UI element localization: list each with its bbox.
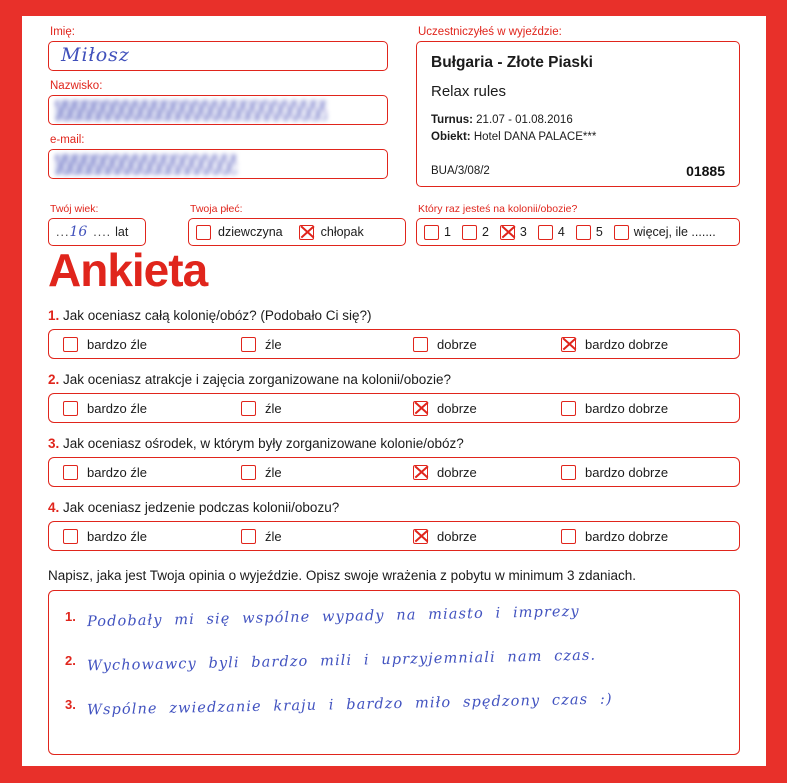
q3-answer-4-label: bardzo dobrze xyxy=(585,464,669,480)
question-4 xyxy=(48,500,740,551)
opinion-prompt: Napisz, jaka jest Twoja opinia o wyjeździe. Opisz swoje wrażenia z pobytu w minimum 3 zdaniach. xyxy=(48,568,637,583)
gender-option-girl-label: dziewczyna xyxy=(218,225,283,239)
checkbox-checked-icon[interactable] xyxy=(500,225,515,240)
q4-answer-1[interactable] xyxy=(49,529,227,544)
gender-option-girl[interactable] xyxy=(196,225,283,240)
checkbox-icon[interactable] xyxy=(63,337,78,352)
question-1-text xyxy=(48,308,740,323)
age-dots-right: .... xyxy=(93,225,112,239)
age-label: Twój wiek: xyxy=(50,203,99,215)
checkbox-checked-icon[interactable] xyxy=(413,401,428,416)
times-option-3[interactable] xyxy=(500,225,527,240)
q1-answer-3-label: dobrze xyxy=(437,336,477,352)
trip-program: Relax rules xyxy=(431,83,507,100)
questions-section xyxy=(48,308,740,564)
question-2-answers xyxy=(48,393,740,423)
question-3 xyxy=(48,436,740,487)
question-2 xyxy=(48,372,740,423)
first-name-field[interactable] xyxy=(48,41,388,71)
trip-turnus-value: 21.07 - 01.08.2016 xyxy=(476,114,573,126)
checkbox-icon[interactable] xyxy=(561,401,576,416)
question-1-answers xyxy=(48,329,740,359)
times-option-5-label: 5 xyxy=(595,225,603,239)
q1-answer-1-label: bardzo źle xyxy=(87,336,147,352)
trip-obiekt xyxy=(431,131,725,143)
question-3-text xyxy=(48,436,740,451)
checkbox-checked-icon[interactable] xyxy=(413,465,428,480)
form-serial-number: 01885 xyxy=(686,163,725,179)
q1-answer-3[interactable] xyxy=(399,337,547,352)
gender-group xyxy=(188,204,406,246)
q1-answer-4-label: bardzo dobrze xyxy=(585,336,669,352)
trip-details-box xyxy=(416,41,740,187)
opinion-line-1-number: 1. xyxy=(65,609,76,624)
personal-left-column xyxy=(48,26,388,179)
question-3-answers xyxy=(48,457,740,487)
opinion-line-3 xyxy=(65,691,725,719)
trip-label: Uczestniczyłeś w wyjeździe: xyxy=(418,26,562,38)
trip-destination: Bułgaria - Złote Piaski xyxy=(431,54,593,71)
times-option-3-label: 3 xyxy=(519,225,527,239)
q2-answer-1[interactable] xyxy=(49,401,227,416)
checkbox-checked-icon[interactable] xyxy=(561,337,576,352)
opinion-line-2 xyxy=(65,647,725,675)
checkbox-icon[interactable] xyxy=(241,337,256,352)
gender-option-boy-label: chłopak xyxy=(320,225,364,239)
gender-label: Twoja płeć: xyxy=(190,203,243,215)
email-label: e-mail: xyxy=(50,134,85,146)
times-option-more-label: więcej, ile ....... xyxy=(633,225,716,239)
times-option-4[interactable] xyxy=(538,225,565,240)
q1-answer-2[interactable] xyxy=(227,337,399,352)
first-name-value: Miłosz xyxy=(61,44,130,66)
trip-obiekt-label: Obiekt: xyxy=(431,131,471,143)
age-unit-label: lat xyxy=(115,225,129,239)
q3-answer-3-label: dobrze xyxy=(437,464,477,480)
q4-answer-2-label: źle xyxy=(265,528,282,544)
checkbox-icon[interactable] xyxy=(63,401,78,416)
q3-answer-3[interactable] xyxy=(399,465,547,480)
times-option-2-label: 2 xyxy=(481,225,489,239)
q4-answer-4[interactable] xyxy=(547,529,727,544)
email-redacted-value xyxy=(55,154,237,175)
checkbox-icon[interactable] xyxy=(561,529,576,544)
opinion-textarea[interactable] xyxy=(48,590,740,755)
checkbox-checked-icon[interactable] xyxy=(299,225,314,240)
checkbox-icon[interactable] xyxy=(63,465,78,480)
age-dots-left: ... xyxy=(56,225,70,239)
checkbox-checked-icon[interactable] xyxy=(413,529,428,544)
checkbox-icon[interactable] xyxy=(462,225,477,240)
times-option-5[interactable] xyxy=(576,225,603,240)
question-1-label: Jak oceniasz całą kolonię/obóz? (Podobało Ci się?) xyxy=(63,308,372,323)
checkbox-icon[interactable] xyxy=(424,225,439,240)
times-label: Który raz jesteś na kolonii/obozie? xyxy=(418,203,578,215)
q2-answer-1-label: bardzo źle xyxy=(87,400,147,416)
q3-answer-1[interactable] xyxy=(49,465,227,480)
q2-answer-2[interactable] xyxy=(227,401,399,416)
question-4-number: 4. xyxy=(48,500,60,515)
q4-answer-3[interactable] xyxy=(399,529,547,544)
checkbox-icon[interactable] xyxy=(413,337,428,352)
trip-code: BUA/3/08/2 xyxy=(431,165,490,177)
times-option-more[interactable] xyxy=(614,225,716,240)
question-2-label: Jak oceniasz atrakcje i zajęcia zorganizowane na kolonii/obozie? xyxy=(63,372,452,387)
q3-answer-4[interactable] xyxy=(547,465,727,480)
question-4-answers xyxy=(48,521,740,551)
question-3-label: Jak oceniasz ośrodek, w którym były zorganizowane kolonie/obóz? xyxy=(63,436,464,451)
checkbox-icon[interactable] xyxy=(196,225,211,240)
last-name-field[interactable] xyxy=(48,95,388,125)
opinion-line-2-number: 2. xyxy=(65,653,76,668)
trip-turnus-label: Turnus: xyxy=(431,114,473,126)
first-name-label: Imię: xyxy=(50,26,75,38)
question-1-number: 1. xyxy=(48,308,60,323)
q1-answer-4[interactable] xyxy=(547,337,727,352)
times-option-1[interactable] xyxy=(424,225,451,240)
trip-obiekt-value: Hotel DANA PALACE*** xyxy=(473,131,597,143)
q3-answer-2[interactable] xyxy=(227,465,399,480)
q4-answer-3-label: dobrze xyxy=(437,528,477,544)
times-options xyxy=(416,218,740,246)
page-title: Ankieta xyxy=(48,244,208,296)
gender-option-boy[interactable] xyxy=(299,225,364,240)
times-group xyxy=(416,204,740,246)
checkbox-icon[interactable] xyxy=(241,529,256,544)
times-option-1-label: 1 xyxy=(444,225,451,239)
times-option-2[interactable] xyxy=(462,225,489,240)
q4-answer-2[interactable] xyxy=(227,529,399,544)
q2-answer-4-label: bardzo dobrze xyxy=(585,400,669,416)
q3-answer-2-label: źle xyxy=(265,464,282,480)
personal-details-section xyxy=(48,26,740,241)
opinion-line-1 xyxy=(65,603,725,631)
last-name-label: Nazwisko: xyxy=(50,80,103,92)
question-2-text xyxy=(48,372,740,387)
age-field[interactable] xyxy=(48,218,146,246)
opinion-line-2-text: Wychowawcy byli bardzo mili i uprzyjemniali nam czas. xyxy=(87,647,597,675)
last-name-redacted-value xyxy=(55,100,327,121)
survey-sheet xyxy=(22,16,766,766)
age-value: 16 xyxy=(69,224,88,240)
opinion-line-3-text: Wspólne zwiedzanie kraju i bardzo miło spędzony czas :) xyxy=(87,691,614,719)
q2-answer-3[interactable] xyxy=(399,401,547,416)
checkbox-icon[interactable] xyxy=(241,465,256,480)
checkbox-icon[interactable] xyxy=(241,401,256,416)
question-3-number: 3. xyxy=(48,436,60,451)
q2-answer-2-label: źle xyxy=(265,400,282,416)
checkbox-icon[interactable] xyxy=(561,465,576,480)
q3-answer-1-label: bardzo źle xyxy=(87,464,147,480)
trip-column xyxy=(416,26,740,187)
q4-answer-1-label: bardzo źle xyxy=(87,528,147,544)
question-1 xyxy=(48,308,740,359)
opinion-line-3-number: 3. xyxy=(65,697,76,712)
age-group xyxy=(48,204,146,246)
question-4-text xyxy=(48,500,740,515)
checkbox-icon[interactable] xyxy=(614,225,629,240)
gender-options xyxy=(188,218,406,246)
q4-answer-4-label: bardzo dobrze xyxy=(585,528,669,544)
question-2-number: 2. xyxy=(48,372,60,387)
q1-answer-2-label: źle xyxy=(265,336,282,352)
checkbox-icon[interactable] xyxy=(63,529,78,544)
question-4-label: Jak oceniasz jedzenie podczas kolonii/obozu? xyxy=(63,500,340,515)
q2-answer-4[interactable] xyxy=(547,401,727,416)
q1-answer-1[interactable] xyxy=(49,337,227,352)
q2-answer-3-label: dobrze xyxy=(437,400,477,416)
trip-turnus xyxy=(431,114,725,126)
times-option-4-label: 4 xyxy=(557,225,565,239)
checkbox-icon[interactable] xyxy=(538,225,553,240)
checkbox-icon[interactable] xyxy=(576,225,591,240)
email-field[interactable] xyxy=(48,149,388,179)
age-gender-times-row xyxy=(48,204,740,244)
opinion-line-1-text: Podobały mi się wspólne wypady na miasto i imprezy xyxy=(87,603,581,631)
